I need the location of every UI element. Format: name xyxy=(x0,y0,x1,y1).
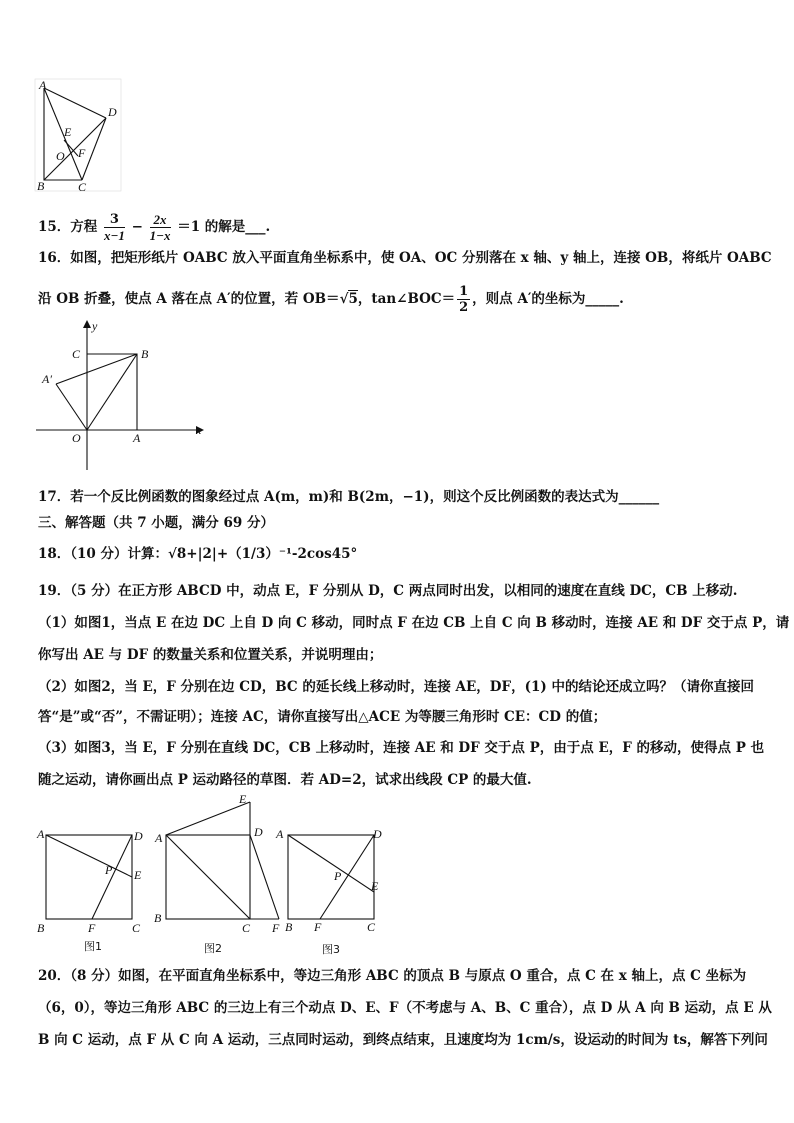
point-label-b: B xyxy=(141,347,149,361)
question-20-line-2: （6，0），等边三角形 ABC 的三边上有三个动点 D、E、F（不考虑与 A、B、C 重合），点 D 从 A 向 B 运动，点 E 从 xyxy=(38,1000,772,1016)
coordinate-figure-16 xyxy=(36,318,208,474)
fig3-label: E xyxy=(371,879,379,893)
question-20-line-1: 20．（8 分）如图，在平面直角坐标系中，等边三角形 ABC 的顶点 B 与原点 O 重合，点 C 在 x 轴上，点 C 坐标为 xyxy=(38,968,747,984)
fig3-label: B xyxy=(285,920,293,934)
fig1-label: P xyxy=(105,863,113,877)
fig3-label: F xyxy=(314,920,322,934)
fig3-label: C xyxy=(367,920,376,934)
fig3-caption: 图3 xyxy=(322,943,340,956)
axis-label-y: y xyxy=(92,319,98,333)
fig2-label: A xyxy=(155,831,163,845)
fig-label: F xyxy=(78,146,86,160)
fig2-label: F xyxy=(272,921,280,935)
question-20-line-3: B 向 C 运动，点 F 从 C 向 A 运动，三点同时运动，到终点结束，且速度均为 1cm/s，设运动的时间为 ts，解答下列问 xyxy=(38,1032,768,1048)
question-19-line-3: 你写出 AE 与 DF 的数量关系和位置关系，并说明理由； xyxy=(38,647,383,663)
fig1-label: A xyxy=(37,827,45,841)
fig3-label: D xyxy=(373,827,382,841)
fig2-label: E xyxy=(239,792,247,806)
question-19-line-6: （3）如图3，当 E，F 分别在直线 DC，CB 上移动时，连接 AE 和 DF 交于点 P，由于点 E，F 的移动，使得点 P 也 xyxy=(38,740,765,756)
fig-label: B xyxy=(37,179,45,193)
fig1-label: C xyxy=(132,921,141,935)
question-17: 17．若一个反比例函数的图象经过点 A(m，m)和 B(2m，−1)，则这个反比例函数的表达式为______ xyxy=(38,489,660,505)
fig-label: C xyxy=(78,180,87,194)
point-label-c: C xyxy=(72,347,81,361)
question-19-line-5: 答“是”或“否”，不需证明）；连接 AC，请你直接写出△ACE 为等腰三角形时 CE：CD 的值； xyxy=(38,709,607,725)
sqrt-symbol: √5 xyxy=(339,291,358,307)
question-19-line-1: 19．（5 分）在正方形 ABCD 中，动点 E，F 分别从 D，C 两点同时出发，以相同的速度在直线 DC，CB 上移动. xyxy=(38,583,738,599)
question-19-line-2: （1）如图1，当点 E 在边 DC 上自 D 向 C 移动，同时点 F 在边 CB 上自 C 向 B 移动时，连接 AE 和 DF 交于点 P，请 xyxy=(38,615,790,631)
question-19-line-7: 随之运动，请你画出点 P 运动路径的草图．若 AD=2，试求出线段 CP 的最大值. xyxy=(38,772,532,788)
point-label-o: O xyxy=(72,431,81,445)
fig-label: E xyxy=(64,125,72,139)
fig2-label: C xyxy=(242,921,251,935)
fig1-label: F xyxy=(88,921,96,935)
square-figures-19 xyxy=(34,790,394,960)
fig1-label: B xyxy=(37,921,45,935)
fig2-label: B xyxy=(154,911,162,925)
fig3-label: P xyxy=(334,869,342,883)
question-16-line-1: 16．如图，把矩形纸片 OABC 放入平面直角坐标系中，使 OA、OC 分别落在 x 轴、y 轴上，连接 OB，将纸片 OABC xyxy=(38,250,772,266)
fraction-1: $\frac{3}{x-1}$ xyxy=(104,212,125,243)
axis-label-x: x xyxy=(196,423,202,437)
fig2-caption: 图2 xyxy=(204,942,222,955)
fig1-label: E xyxy=(134,868,142,882)
fig3-label: A xyxy=(276,827,284,841)
point-label-a-prime: A′ xyxy=(42,372,52,386)
question-16-line-2: 沿 OB 折叠，使点 A 落在点 A′的位置，若 OB＝√5，tan∠BOC＝ $\frac{1}{2}$ ，则点 A′的坐标为_____. xyxy=(38,284,624,315)
point-label-a: A xyxy=(133,431,141,445)
fig1-caption: 图1 xyxy=(84,940,102,953)
question-19-line-4: （2）如图2，当 E，F 分别在边 CD，BC 的延长线上移动时，连接 AE，DF，(1) 中的结论还成立吗？（请你直接回 xyxy=(38,679,754,695)
fig-label: A xyxy=(39,78,47,92)
section-heading: 三、解答题（共 7 小题，满分 69 分） xyxy=(38,515,274,531)
fraction-2: $\frac{2x}{1-x}$ xyxy=(149,212,171,243)
fig-label: O xyxy=(56,149,65,163)
fig-label: D xyxy=(108,105,117,119)
fig1-label: D xyxy=(134,829,143,843)
fraction-half: $\frac{1}{2}$ xyxy=(459,284,469,315)
question-18: 18．（10 分）计算：√8+|2|+（1/3）⁻¹-2cos45° xyxy=(38,546,358,562)
question-15: 15．方程 $\frac{3}{x-1}$ − $\frac{2x}{1-x}$ ＝1 的解是___. xyxy=(38,212,271,243)
geometry-figure-top xyxy=(34,78,124,196)
fig2-label: D xyxy=(254,825,263,839)
